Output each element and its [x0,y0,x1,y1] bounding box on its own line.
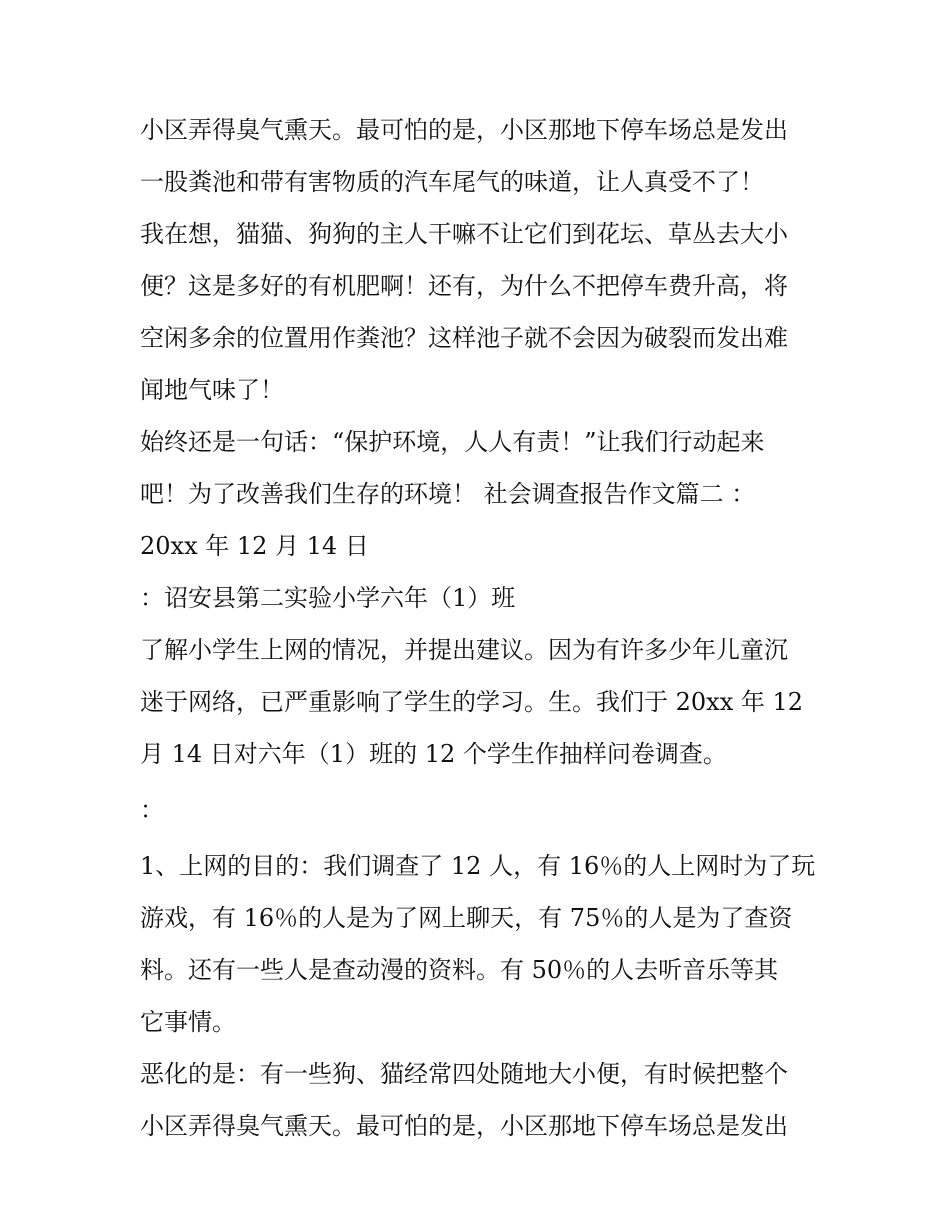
text-line: 吧！为了改善我们生存的环境！ 社会调查报告作文篇二 ： [140,480,756,508]
text-line: 便？这是多好的有机肥啊！还有，为什么不把停车费升高，将 [140,272,788,300]
text-line: 1、上网的目的：我们调查了 12 人，有 16％的人上网时为了玩 [140,852,816,880]
text-line: ： [140,796,164,824]
text-line: 闻地气味了！ [140,376,284,404]
text-line: 小区弄得臭气熏天。最可怕的是，小区那地下停车场总是发出 [140,116,788,144]
text-line: ：诏安县第二实验小学六年（1）班 [140,584,516,612]
text-line: 恶化的是：有一些狗、猫经常四处随地大小便，有时候把整个 [140,1060,788,1088]
text-line: 小区弄得臭气熏天。最可怕的是，小区那地下停车场总是发出 [140,1112,788,1140]
text-line: 料。还有一些人是查动漫的资料。有 50％的人去听音乐等其 [140,956,779,984]
text-line: 空闲多余的位置用作粪池？这样池子就不会因为破裂而发出难 [140,324,788,352]
text-line: 一股粪池和带有害物质的汽车尾气的味道，让人真受不了！ [140,168,764,196]
text-line: 游戏，有 16％的人是为了网上聊天，有 75％的人是为了查资 [140,904,793,932]
text-line: 它事情。 [140,1008,236,1036]
text-line: 迷于网络，已严重影响了学生的学习。生。我们于 20xx 年 12 [140,688,804,716]
text-line: 月 14 日对六年（1）班的 12 个学生作抽样问卷调查。 [140,740,727,768]
text-line: 始终还是一句话：“保护环境，人人有责！”让我们行动起来 [140,428,765,456]
document-body [140,104,820,1152]
text-line: 我在想，猫猫、狗狗的主人干嘛不让它们到花坛、草丛去大小 [140,220,788,248]
date-line: 20xx 年 12 月 14 日 [140,532,369,560]
text-line: 了解小学生上网的情况，并提出建议。因为有许多少年儿童沉 [140,636,788,664]
